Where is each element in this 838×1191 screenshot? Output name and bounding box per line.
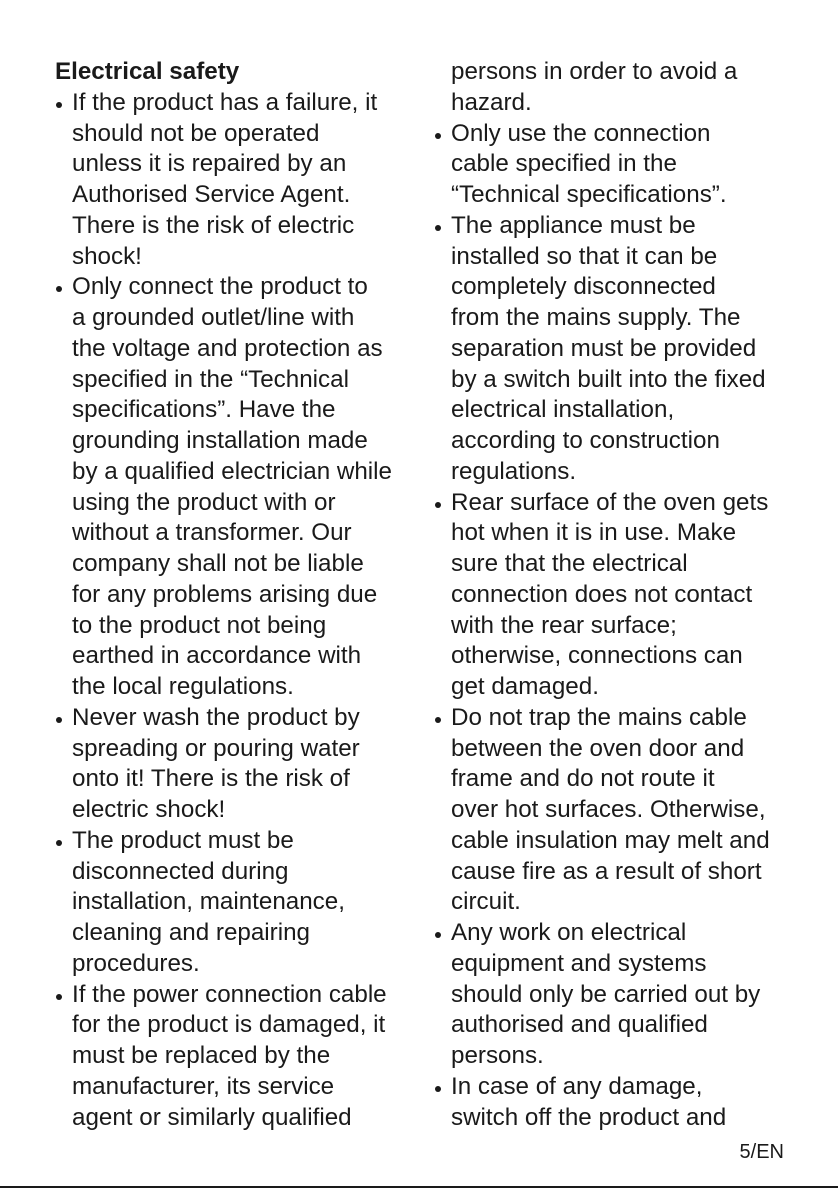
continued-text bbox=[434, 57, 814, 119]
bullet-text-line: disconnected during bbox=[72, 857, 289, 885]
bullet-text-line: If the power connection cable bbox=[72, 980, 387, 1008]
bullet-text-line: “Technical specifications”. bbox=[451, 181, 727, 208]
left-bullet-list bbox=[55, 88, 410, 1134]
bullet-text-line: installed so that it can be bbox=[451, 242, 718, 270]
bullet-text-line: installation, maintenance, bbox=[72, 888, 345, 916]
bullet-text-line: There is the risk of electric bbox=[72, 211, 355, 239]
bullet-dot-icon bbox=[435, 225, 441, 231]
bullet-text-line: company shall not be liable bbox=[72, 550, 364, 577]
bullet-text-line: should not be operated bbox=[72, 119, 320, 147]
bullet-dot-icon bbox=[56, 994, 62, 1000]
bullet-text-line: the local regulations. bbox=[72, 673, 294, 700]
right-bullet-list bbox=[434, 119, 814, 1134]
bullet-text-line: for the product is damaged, it bbox=[72, 1011, 386, 1039]
bullet-text-line: agent or similarly qualified bbox=[72, 1103, 352, 1131]
bullet-item bbox=[434, 1072, 814, 1134]
bullet-text-line: without a transformer. Our bbox=[72, 519, 352, 547]
bullet-item bbox=[55, 88, 410, 273]
bullet-text-line: connection does not contact bbox=[451, 580, 753, 608]
bullet-text-line: from the mains supply. The bbox=[451, 304, 741, 331]
bullet-text-line: earthed in accordance with bbox=[72, 642, 362, 670]
bullet-dot-icon bbox=[56, 286, 62, 292]
bullet-item bbox=[434, 211, 814, 488]
bullet-text-line: cable specified in the bbox=[451, 150, 677, 178]
bullet-text-line: onto it! There is the risk of bbox=[72, 765, 350, 793]
bullet-text-line: The product must be bbox=[72, 826, 294, 854]
bullet-item bbox=[434, 918, 814, 1072]
bullet-text-line: hot when it is in use. Make bbox=[451, 519, 737, 547]
bullet-text-line: separation must be provided bbox=[451, 334, 757, 362]
bullet-text-line: completely disconnected bbox=[451, 273, 716, 301]
bullet-dot-icon bbox=[435, 133, 441, 139]
footer-rule bbox=[0, 1186, 838, 1188]
bullet-dot-icon bbox=[435, 1086, 441, 1092]
left-column bbox=[55, 57, 410, 1133]
bullet-dot-icon bbox=[56, 102, 62, 108]
bullet-text-line: should only be carried out by bbox=[451, 980, 761, 1008]
bullet-text-line: procedures. bbox=[72, 949, 200, 977]
bullet-text-line: persons. bbox=[451, 1042, 544, 1069]
bullet-item bbox=[434, 488, 814, 703]
bullet-item bbox=[55, 703, 410, 826]
bullet-text-line: cable insulation may melt and bbox=[451, 826, 770, 854]
bullet-text-line: cleaning and repairing bbox=[72, 919, 311, 946]
bullet-text-line: Only use the connection bbox=[451, 119, 711, 147]
bullet-dot-icon bbox=[56, 840, 62, 846]
bullet-text-line: for any problems arising due bbox=[72, 580, 378, 608]
bullet-text-line: switch off the product and bbox=[451, 1103, 727, 1131]
bullet-text-line: Any work on electrical bbox=[451, 919, 687, 946]
bullet-text-line: otherwise, connections can bbox=[451, 642, 743, 670]
bullet-text-line: electrical installation, bbox=[451, 396, 675, 424]
bullet-text-line: regulations. bbox=[451, 457, 577, 485]
bullet-text-line: equipment and systems bbox=[451, 949, 707, 977]
bullet-text-line: If the product has a failure, it bbox=[72, 88, 378, 116]
continued-text-line: hazard. bbox=[451, 88, 532, 116]
bullet-item bbox=[434, 119, 814, 211]
bullet-text-line: Authorised Service Agent. bbox=[72, 181, 351, 208]
bullet-text-line: spreading or pouring water bbox=[72, 734, 360, 762]
bullet-text-line: the voltage and protection as bbox=[72, 334, 383, 362]
bullet-item bbox=[55, 272, 410, 703]
bullet-item bbox=[434, 703, 814, 918]
bullet-text-line: by a switch built into the fixed bbox=[451, 365, 766, 393]
bullet-text-line: The appliance must be bbox=[451, 211, 696, 239]
bullet-text-line: Only connect the product to bbox=[72, 273, 368, 301]
bullet-text-line: manufacturer, its service bbox=[72, 1072, 335, 1100]
bullet-dot-icon bbox=[435, 932, 441, 938]
bullet-text-line: authorised and qualified bbox=[451, 1011, 708, 1039]
bullet-dot-icon bbox=[56, 717, 62, 723]
bullet-text-line: electric shock! bbox=[72, 796, 226, 823]
bullet-text-line: a grounded outlet/line with bbox=[72, 304, 355, 331]
section-heading: Electrical safety bbox=[55, 58, 240, 85]
bullet-text-line: Rear surface of the oven gets bbox=[451, 488, 769, 516]
bullet-item bbox=[55, 826, 410, 980]
bullet-text-line: specified in the “Technical bbox=[72, 365, 349, 393]
page-number: 5/EN bbox=[739, 1141, 784, 1163]
right-column bbox=[434, 57, 814, 1133]
bullet-text-line: grounding installation made bbox=[72, 427, 368, 454]
bullet-text-line: over hot surfaces. Otherwise, bbox=[451, 796, 766, 823]
bullet-text-line: between the oven door and bbox=[451, 734, 745, 762]
bullet-text-line: frame and do not route it bbox=[451, 765, 715, 793]
bullet-text-line: to the product not being bbox=[72, 611, 327, 639]
bullet-text-line: using the product with or bbox=[72, 488, 336, 516]
bullet-text-line: Do not trap the mains cable bbox=[451, 703, 747, 731]
bullet-text-line: specifications”. Have the bbox=[72, 396, 336, 424]
bullet-text-line: circuit. bbox=[451, 888, 521, 916]
bullet-text-line: unless it is repaired by an bbox=[72, 150, 347, 178]
bullet-text-line: according to construction bbox=[451, 427, 720, 454]
bullet-text-line: with the rear surface; bbox=[451, 611, 677, 639]
bullet-dot-icon bbox=[435, 717, 441, 723]
bullet-text-line: must be replaced by the bbox=[72, 1042, 331, 1069]
bullet-text-line: Never wash the product by bbox=[72, 703, 360, 731]
bullet-item bbox=[55, 980, 410, 1134]
bullet-text-line: shock! bbox=[72, 242, 142, 270]
bullet-text-line: by a qualified electrician while bbox=[72, 457, 392, 485]
continued-text-line: persons in order to avoid a bbox=[451, 58, 738, 85]
bullet-text-line: get damaged. bbox=[451, 673, 599, 700]
bullet-dot-icon bbox=[435, 502, 441, 508]
bullet-text-line: cause fire as a result of short bbox=[451, 857, 762, 885]
bullet-text-line: sure that the electrical bbox=[451, 550, 688, 577]
bullet-text-line: In case of any damage, bbox=[451, 1072, 703, 1100]
